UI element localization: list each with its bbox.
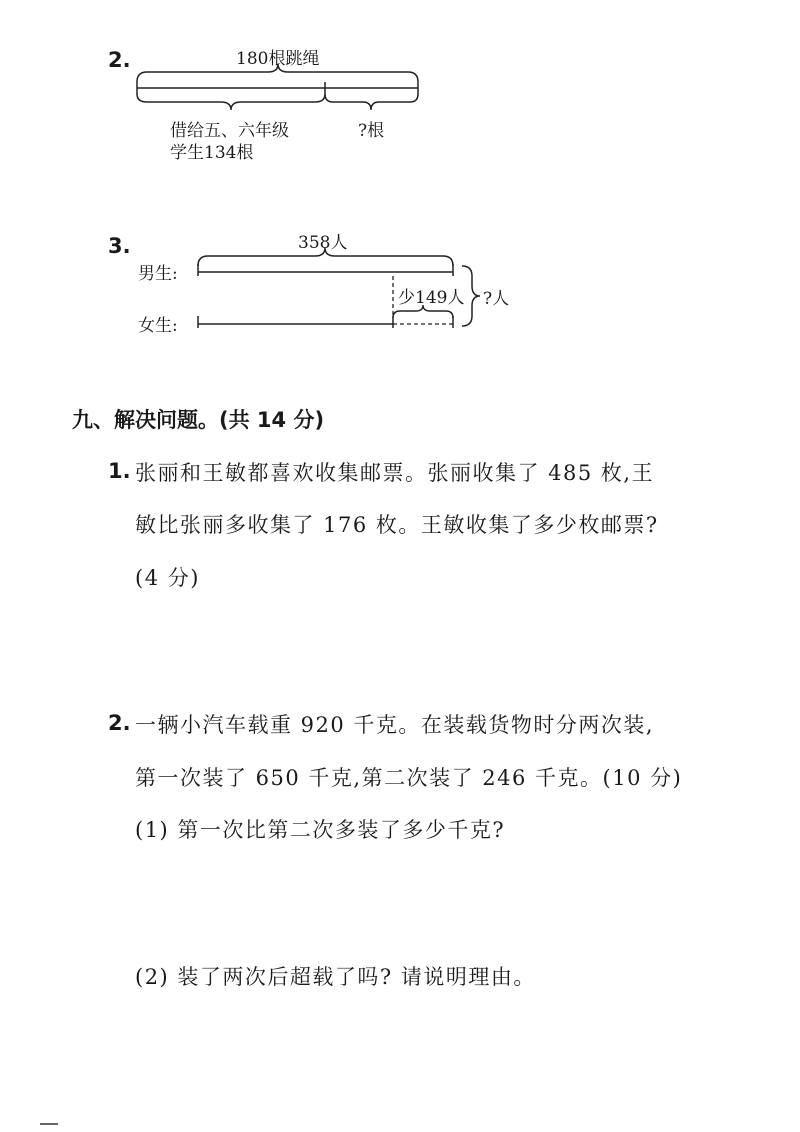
- section-heading: 九、解决问题。(共 14 分): [72, 408, 325, 432]
- diagram3-number: 3.: [108, 234, 131, 258]
- right-part-brace: [325, 94, 418, 110]
- diagram2-total-label: 180根跳绳: [236, 49, 320, 69]
- problem2-q1: (1) 第一次比第二次多装了多少千克?: [135, 818, 506, 842]
- sum-brace: [462, 266, 480, 326]
- diagram2-number: 2.: [108, 48, 131, 72]
- problem1-line1: 张丽和王敏都喜欢收集邮票。张丽收集了 485 枚,王: [135, 461, 655, 485]
- problem2-q2: (2) 装了两次后超载了吗? 请说明理由。: [135, 965, 536, 989]
- problem2-number: 2.: [108, 711, 131, 735]
- problem1-line3: (4 分): [135, 566, 200, 590]
- problem1-line2: 敏比张丽多收集了 176 枚。王敏收集了多少枚邮票?: [135, 513, 659, 537]
- diagram3-girls-label: 女生:: [138, 316, 178, 336]
- diagram3-total-label: 358人: [298, 233, 348, 253]
- diagram2-right-label: ?根: [358, 121, 385, 141]
- diagram2-left-label-line2: 学生134根: [170, 143, 254, 163]
- left-part-brace: [137, 94, 325, 110]
- diagram3-boys-label: 男生:: [138, 264, 178, 284]
- diagram3-diff-label: 少149人: [398, 288, 465, 308]
- diagram2-left-label-line1: 借给五、六年级: [170, 121, 289, 141]
- problem2-line1: 一辆小汽车载重 920 千克。在装载货物时分两次装,: [135, 713, 655, 737]
- problem2-line2: 第一次装了 650 千克,第二次装了 246 千克。(10 分): [135, 766, 683, 790]
- diagram3-sum-label: ?人: [483, 289, 510, 309]
- problem1-number: 1.: [108, 459, 131, 483]
